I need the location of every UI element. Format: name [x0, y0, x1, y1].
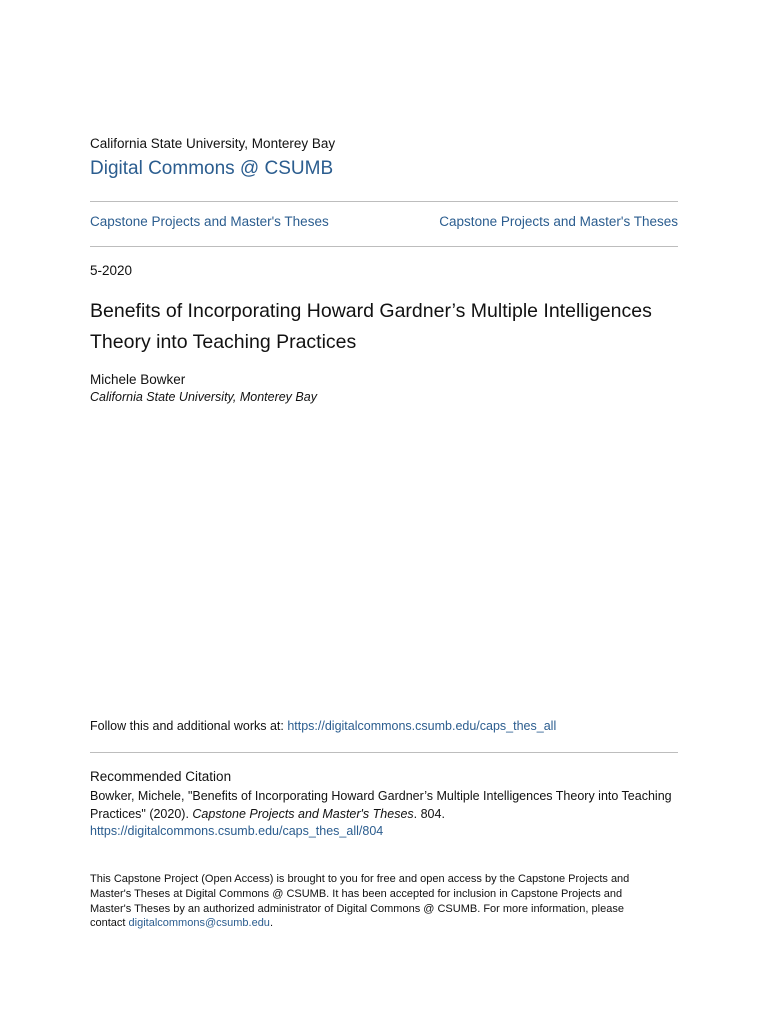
- author-name: Michele Bowker: [90, 372, 186, 387]
- contact-email-link[interactable]: digitalcommons@csumb.edu: [128, 917, 270, 930]
- document-title: Benefits of Incorporating Howard Gardner’s Multiple Intelligences Theory into Teaching Practices: [90, 300, 652, 353]
- repository-link[interactable]: Digital Commons @ CSUMB: [90, 158, 334, 179]
- citation-block: [90, 788, 678, 841]
- citation-text: Bowker, Michele, "Benefits of Incorporating Howard Gardner’s Multiple Intelligences Theory into Teaching Practices" (2020).: [90, 789, 672, 821]
- follow-prefix: Follow this and additional works at:: [90, 719, 288, 733]
- citation-link[interactable]: https://digitalcommons.csumb.edu/caps_thes_all/804: [90, 824, 384, 838]
- divider-breadcrumb: [90, 246, 678, 247]
- citation-heading: Recommended Citation: [90, 769, 232, 784]
- institution-name: California State University, Monterey Bay: [90, 136, 336, 151]
- notice-end: .: [269, 917, 273, 930]
- author-affiliation: California State University, Monterey Bay: [90, 390, 317, 404]
- follow-link[interactable]: https://digitalcommons.csumb.edu/caps_thes_all: [287, 719, 557, 733]
- divider-top: [90, 201, 678, 202]
- notice-text: This Capstone Project (Open Access) is brought to you for free and open access by the Capstone Projects and Master's Theses at Digital Commons @ CSUMB. It has been accepted for inclusion in Capstone Projects and Master's Theses by an authorized administrator of Digital Commons @ CSUMB. For more information, please contact: [90, 873, 630, 930]
- citation-series: Capstone Projects and Master's Theses: [192, 806, 414, 821]
- follow-line: [90, 719, 556, 733]
- access-notice: [90, 872, 650, 931]
- publication-date: 5-2020: [90, 263, 133, 278]
- divider-citation: [90, 752, 678, 753]
- collection-link-right[interactable]: Capstone Projects and Master's Theses: [439, 214, 678, 229]
- citation-number: . 804.: [413, 806, 445, 821]
- cover-page: [90, 0, 678, 1024]
- collection-link-left[interactable]: Capstone Projects and Master's Theses: [90, 214, 329, 229]
